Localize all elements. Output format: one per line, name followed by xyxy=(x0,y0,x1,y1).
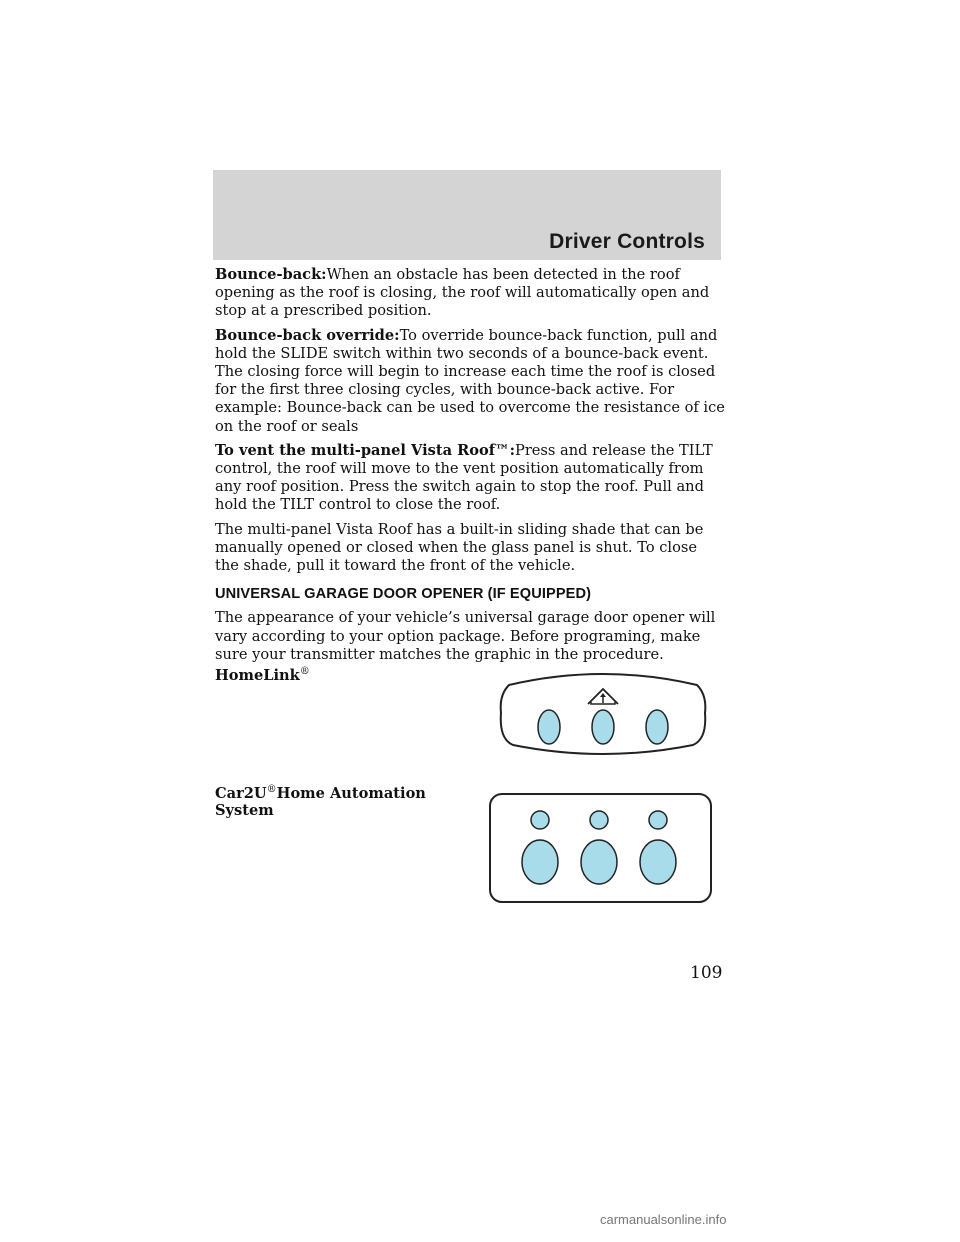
section-title: Driver Controls xyxy=(549,230,705,253)
paragraph-vent-roof xyxy=(215,442,725,515)
section-heading: UNIVERSAL GARAGE DOOR OPENER (IF EQUIPPED) xyxy=(215,586,592,603)
car2u-button-1 xyxy=(522,840,558,884)
registered-mark: ® xyxy=(266,784,277,795)
car2u-indicator-2 xyxy=(590,811,608,829)
body-text xyxy=(215,266,725,670)
paragraph-bounce-back-override xyxy=(215,327,725,436)
car2u-button-2 xyxy=(581,840,617,884)
homelink-label xyxy=(215,663,310,684)
paragraph-text: The multi-panel Vista Roof has a built-in sliding shade that can be manually opened or closed when the glass panel is shut. To close the shade, pull it toward the front of the vehicle. xyxy=(215,520,704,575)
car2u-indicator-3 xyxy=(649,811,667,829)
homelink-button-3 xyxy=(646,710,668,744)
device-name: Car2U xyxy=(215,784,267,802)
car2u-remote-illustration xyxy=(488,792,713,904)
homelink-button-1 xyxy=(538,710,560,744)
paragraph-text: The appearance of your vehicle’s universal garage door opener will vary according to your option package. Before programing, make sure your transmitter matches the graphic in the procedure. xyxy=(215,609,716,663)
homelink-button-2 xyxy=(592,710,614,744)
header-band xyxy=(213,170,721,260)
page-number: 109 xyxy=(690,963,723,983)
paragraph-text: To override bounce-back function, pull and hold the SLIDE switch within two seconds of a bounce-back event. The closing force will begin to increase each time the roof is closed for the first three closing cycles, with bounce-back active. For example: Bounce-back can be used to overcome the resistance of ice on the roof or seals xyxy=(215,326,725,435)
paragraph-text: When an obstacle has been detected in the roof opening as the roof is closing, the roof will automatically open and stop at a prescribed position. xyxy=(215,266,710,320)
registered-mark: ® xyxy=(299,666,310,677)
device-name-suffix: Home Automation System xyxy=(215,784,426,819)
paragraph-text: Press and release the TILT control, the roof will move to the vent position automatically from any roof position. Press the switch again to stop the roof. Pull and hold the TILT control to close the roof. xyxy=(215,441,713,514)
term: Bounce-back override: xyxy=(215,326,400,344)
car2u-button-3 xyxy=(640,840,676,884)
watermark: carmanualsonline.info xyxy=(600,1212,727,1227)
paragraph-shade xyxy=(215,521,725,576)
car2u-label xyxy=(215,781,435,819)
homelink-remote-illustration xyxy=(497,665,709,761)
term: To vent the multi-panel Vista Roof™: xyxy=(215,441,515,459)
paragraph-bounce-back xyxy=(215,266,725,321)
device-name: HomeLink xyxy=(215,666,300,684)
term: Bounce-back: xyxy=(215,266,327,283)
car2u-indicator-1 xyxy=(531,811,549,829)
paragraph-intro xyxy=(215,609,725,664)
